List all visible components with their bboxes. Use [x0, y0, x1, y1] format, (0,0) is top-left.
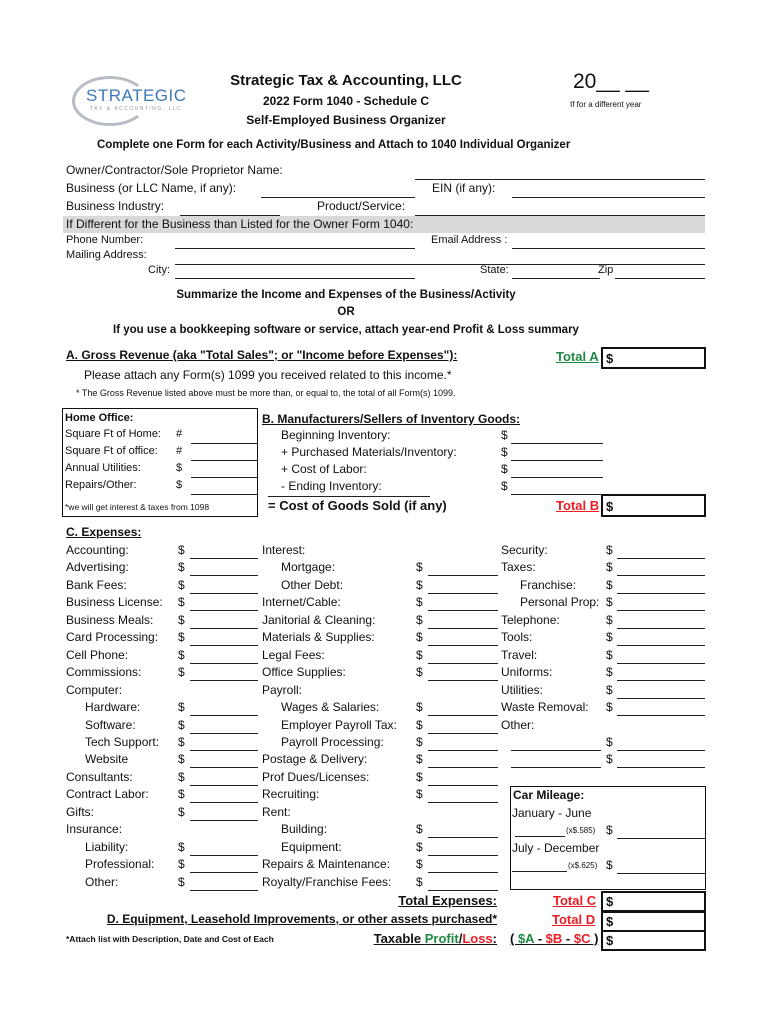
expense-label: Professional:	[85, 857, 155, 872]
expense-label: Building:	[281, 822, 328, 837]
dollar-sign: $	[416, 612, 423, 627]
expense-amount-field[interactable]	[190, 715, 258, 716]
formula-c: $C	[573, 931, 591, 946]
expense-amount-field[interactable]	[428, 802, 498, 803]
formula-a: $A	[517, 931, 535, 946]
dollar-sign: $	[416, 665, 423, 680]
expense-amount-field[interactable]	[190, 593, 258, 594]
mailing-label: Mailing Address:	[66, 249, 147, 261]
inventory-field[interactable]	[511, 477, 603, 478]
dollar-sign: $	[606, 351, 614, 366]
home-office-field[interactable]	[191, 460, 258, 461]
expense-label: Wages & Salaries:	[281, 700, 380, 715]
divider	[268, 496, 430, 497]
mileage-1-amount-field[interactable]	[617, 838, 705, 839]
year-field[interactable]: 20__ __	[573, 70, 649, 93]
miles-1-field[interactable]	[515, 836, 565, 837]
summary-or: OR	[337, 306, 355, 318]
expense-label: Consultants:	[66, 769, 133, 784]
dollar-sign: $	[416, 857, 423, 872]
cogs-label: = Cost of Goods Sold (if any)	[268, 498, 447, 513]
minus: -	[562, 931, 574, 946]
dollar-sign: $	[416, 769, 423, 784]
expense-label: Website	[85, 752, 129, 767]
expense-amount-field[interactable]	[617, 575, 705, 576]
dollar-sign: $	[178, 577, 185, 592]
rate-1: (x$.585)	[566, 826, 596, 835]
dollar-sign: $	[416, 647, 423, 662]
expense-amount-field[interactable]	[617, 750, 705, 751]
expense-amount-field[interactable]	[617, 593, 705, 594]
phone-label: Phone Number:	[66, 234, 144, 246]
inventory-field[interactable]	[511, 494, 603, 495]
expense-label: Royalty/Franchise Fees:	[262, 874, 392, 889]
expense-amount-field[interactable]	[428, 837, 498, 838]
expense-amount-field[interactable]	[190, 890, 258, 891]
section-a-title: A. Gross Revenue (aka "Total Sales"; or "Income before Expenses"):	[66, 348, 458, 362]
expense-label: Personal Prop:	[520, 595, 600, 610]
dollar-sign: $	[416, 577, 423, 592]
total-b-field[interactable]	[601, 494, 706, 517]
formula-b: $B	[545, 931, 563, 946]
profit-text: Profit	[424, 931, 459, 946]
home-office-field[interactable]	[191, 494, 258, 495]
expense-label: Taxes:	[501, 560, 536, 575]
home-office-row-label: Repairs/Other:	[65, 479, 137, 491]
dollar-sign: $	[606, 700, 613, 715]
dollar-sign: $	[416, 717, 423, 732]
expense-amount-field[interactable]	[428, 575, 498, 576]
car-mileage-title: Car Mileage:	[513, 788, 585, 802]
total-d-field[interactable]	[601, 911, 706, 932]
expense-label: Insurance:	[66, 822, 123, 837]
instruction: Complete one Form for each Activity/Business and Attach to 1040 Individual Organizer	[97, 139, 571, 151]
dollar-sign: $	[416, 734, 423, 749]
mailing-field[interactable]	[175, 264, 705, 265]
total-a-field[interactable]	[601, 347, 706, 369]
expense-label: Materials & Supplies:	[262, 630, 375, 645]
year-note: If for a different year	[570, 100, 642, 109]
dollar-sign: $	[178, 630, 185, 645]
paren: (	[510, 931, 518, 946]
expense-label: Employer Payroll Tax:	[281, 717, 397, 732]
expense-amount-field[interactable]	[190, 733, 258, 734]
dollar-sign: $	[606, 647, 613, 662]
dollar-sign: $	[606, 752, 613, 767]
expense-amount-field[interactable]	[190, 785, 258, 786]
expense-label: Uniforms:	[501, 665, 553, 680]
expense-amount-field[interactable]	[617, 663, 705, 664]
section-a-note: Please attach any Form(s) 1099 you received related to this income.*	[84, 368, 452, 382]
section-b-title: B. Manufacturers/Sellers of Inventory Goods:	[262, 412, 521, 426]
email-field[interactable]	[512, 248, 705, 249]
dollar-sign: $	[178, 543, 185, 557]
dollar-sign: $	[606, 499, 614, 514]
expense-amount-field[interactable]	[428, 785, 498, 786]
home-office-row-label: Annual Utilities:	[65, 462, 141, 474]
expense-amount-field[interactable]	[617, 558, 705, 559]
expense-label: Computer:	[66, 682, 123, 697]
expense-amount-field[interactable]	[617, 698, 705, 699]
expense-label: Business License:	[66, 595, 163, 610]
dollar-sign: $	[178, 717, 185, 732]
home-office-row-symbol: $	[176, 479, 183, 491]
form-title: 2022 Form 1040 - Schedule C	[262, 94, 430, 108]
dollar-sign: $	[178, 839, 185, 854]
expense-amount-field[interactable]	[428, 645, 498, 646]
home-office-note: *we will get interest & taxes from 1098	[65, 502, 210, 512]
expense-amount-field[interactable]	[190, 663, 258, 664]
expense-amount-field[interactable]	[428, 680, 498, 681]
email-label: Email Address :	[431, 234, 508, 246]
expense-label: Other:	[501, 717, 535, 732]
expense-label: Interest:	[262, 543, 306, 557]
ein-field[interactable]	[512, 197, 705, 198]
city-label: City:	[148, 264, 170, 276]
zip-field[interactable]	[615, 278, 705, 279]
dollar-sign: $	[416, 822, 423, 837]
form-subtitle: Self-Employed Business Organizer	[246, 113, 446, 127]
loss-text: Loss	[462, 931, 493, 946]
owner-name-field[interactable]	[415, 179, 705, 180]
total-b-label: Total B	[556, 498, 600, 513]
expense-amount-field[interactable]	[428, 663, 498, 664]
expense-label: Security:	[501, 543, 548, 557]
expense-label: Waste Removal:	[501, 700, 589, 715]
expense-label: Bank Fees:	[66, 577, 127, 592]
attach-note: *Attach list with Description, Date and Cost of Each	[66, 934, 274, 944]
dollar-sign: $	[606, 894, 614, 909]
expense-label: Other Debt:	[281, 577, 344, 592]
expense-label: Card Processing:	[66, 630, 159, 645]
section-a-footnote: * The Gross Revenue listed above must be more than, or equal to, the total of all Form(s) 1099.	[76, 388, 456, 398]
city-field[interactable]	[175, 278, 415, 279]
expense-amount-field[interactable]	[617, 645, 705, 646]
dollar-sign: $	[501, 462, 508, 476]
expense-amount-field[interactable]	[428, 855, 498, 856]
minus: -	[534, 931, 546, 946]
dollar-sign: $	[606, 612, 613, 627]
expense-amount-field[interactable]	[617, 610, 705, 611]
home-office-title: Home Office:	[65, 412, 134, 424]
expense-amount-field[interactable]	[617, 767, 705, 768]
expense-label: Commissions:	[66, 665, 142, 680]
expense-label: Cell Phone:	[66, 647, 129, 662]
expense-amount-field[interactable]	[428, 750, 498, 751]
expense-amount-field[interactable]	[190, 820, 258, 821]
expense-amount-field[interactable]	[428, 733, 498, 734]
expense-label: Mortgage:	[281, 560, 336, 575]
expense-amount-field[interactable]	[190, 610, 258, 611]
profit-formula	[510, 931, 598, 946]
expense-label: Hardware:	[85, 700, 141, 715]
miles-2-field[interactable]	[512, 871, 567, 872]
expense-label: Accounting:	[66, 543, 129, 557]
dollar-sign: $	[606, 933, 614, 948]
summary-line-1: Summarize the Income and Expenses of the Business/Activity	[176, 289, 516, 301]
dollar-sign: $	[178, 734, 185, 749]
company-logo: STRATEGIC TAX & ACCOUNTING, LLC	[72, 76, 196, 122]
expense-amount-field[interactable]	[428, 610, 498, 611]
expense-label: Gifts:	[66, 804, 95, 819]
expense-amount-field[interactable]	[428, 593, 498, 594]
expense-amount-field[interactable]	[428, 890, 498, 891]
home-office-field[interactable]	[191, 477, 258, 478]
rate-2: (x$.625)	[568, 861, 598, 870]
dollar-sign: $	[606, 823, 613, 837]
dollar-sign: $	[606, 577, 613, 592]
expense-label: Business Meals:	[66, 612, 154, 627]
home-office-row-symbol: #	[176, 445, 183, 457]
expense-amount-field[interactable]	[617, 715, 705, 716]
inventory-row-label: - Ending Inventory:	[281, 479, 382, 493]
mileage-2-amount-field[interactable]	[617, 873, 705, 874]
dollar-sign: $	[501, 445, 508, 459]
product-label: Product/Service:	[317, 199, 406, 213]
expense-label: Recruiting:	[262, 787, 320, 802]
expense-amount-field[interactable]	[617, 628, 705, 629]
taxable-profit-field[interactable]	[601, 930, 706, 951]
dollar-sign: $	[501, 428, 508, 442]
expense-amount-field[interactable]	[190, 872, 258, 873]
dollar-sign: $	[178, 769, 185, 784]
dollar-sign: $	[606, 560, 613, 575]
expense-amount-field[interactable]	[617, 680, 705, 681]
expense-label: Internet/Cable:	[262, 595, 341, 610]
expense-amount-field[interactable]	[190, 558, 258, 559]
expense-label: Equipment:	[281, 839, 342, 854]
dollar-sign: $	[416, 630, 423, 645]
dollar-sign: $	[501, 479, 508, 493]
expense-label: Postage & Delivery:	[262, 752, 368, 767]
colon: :	[492, 931, 497, 946]
inventory-row-label: + Cost of Labor:	[281, 462, 367, 476]
dollar-sign: $	[606, 734, 613, 749]
inventory-row-label: + Purchased Materials/Inventory:	[281, 445, 457, 459]
expense-label: Liability:	[85, 839, 129, 854]
business-name-label: Business (or LLC Name, if any):	[66, 181, 237, 195]
expense-label: Janitorial & Cleaning:	[262, 612, 376, 627]
expense-amount-field[interactable]	[428, 628, 498, 629]
expense-amount-field[interactable]	[190, 575, 258, 576]
expense-label: Travel:	[501, 647, 538, 662]
business-name-field[interactable]	[261, 197, 415, 198]
expense-label: Tech Support:	[85, 734, 160, 749]
section-d-title: D. Equipment, Leasehold Improvements, or other assets purchased*	[106, 912, 497, 926]
phone-field[interactable]	[175, 248, 415, 249]
taxable-profit-loss-label	[374, 931, 497, 946]
dollar-sign: $	[178, 647, 185, 662]
expense-label: Repairs & Maintenance:	[262, 857, 391, 872]
different-label: If Different for the Business than Listed for the Owner Form 1040:	[66, 217, 414, 231]
dollar-sign: $	[178, 857, 185, 872]
expense-label: Legal Fees:	[262, 647, 325, 662]
dollar-sign: $	[606, 682, 613, 697]
expense-amount-field[interactable]	[190, 628, 258, 629]
slash: /	[458, 931, 463, 946]
state-label: State:	[480, 264, 509, 276]
inventory-field[interactable]	[511, 460, 603, 461]
expense-label: Advertising:	[66, 560, 129, 575]
dollar-sign: $	[606, 665, 613, 680]
period-2-label: July - December	[512, 841, 600, 855]
dollar-sign: $	[606, 543, 613, 557]
home-office-row-label: Square Ft of Home:	[65, 428, 161, 440]
dollar-sign: $	[606, 630, 613, 645]
expense-label: Payroll:	[262, 682, 303, 697]
dollar-sign: $	[178, 804, 185, 819]
dollar-sign: $	[178, 560, 185, 575]
expense-amount-field[interactable]	[428, 767, 498, 768]
ein-label: EIN (if any):	[432, 181, 496, 195]
expense-amount-field[interactable]	[428, 715, 498, 716]
dollar-sign: $	[606, 595, 613, 610]
dollar-sign: $	[416, 700, 423, 715]
expense-label: Prof Dues/Licenses:	[262, 769, 370, 784]
inventory-row-label: Beginning Inventory:	[281, 428, 391, 442]
company-name: Strategic Tax & Accounting, LLC	[230, 72, 462, 89]
expense-label: Payroll Processing:	[281, 734, 384, 749]
paren: )	[590, 931, 599, 946]
dollar-sign: $	[178, 874, 185, 889]
dollar-sign: $	[416, 874, 423, 889]
other-expense-name-field[interactable]	[511, 767, 601, 768]
dollar-sign: $	[178, 595, 185, 610]
dollar-sign: $	[416, 752, 423, 767]
total-d-label: Total D	[552, 912, 596, 927]
dollar-sign: $	[606, 914, 614, 929]
expense-label: Other:	[85, 874, 119, 889]
industry-label: Business Industry:	[66, 199, 165, 213]
period-1-label: January - June	[512, 806, 592, 820]
dollar-sign: $	[416, 595, 423, 610]
dollar-sign: $	[178, 612, 185, 627]
home-office-row-symbol: $	[176, 462, 183, 474]
total-c-field[interactable]	[601, 891, 706, 912]
dollar-sign: $	[178, 700, 185, 715]
total-a-label: Total A	[556, 349, 599, 364]
owner-name-label: Owner/Contractor/Sole Proprietor Name:	[66, 163, 283, 177]
expense-amount-field[interactable]	[428, 872, 498, 873]
expense-amount-field[interactable]	[190, 680, 258, 681]
dollar-sign: $	[416, 787, 423, 802]
expense-label: Utilities:	[501, 682, 544, 697]
expense-label: Contract Labor:	[66, 787, 149, 802]
zip-label: Zip	[598, 264, 614, 276]
inventory-field[interactable]	[511, 443, 603, 444]
state-field[interactable]	[512, 278, 600, 279]
expense-amount-field[interactable]	[190, 802, 258, 803]
other-expense-name-field[interactable]	[511, 750, 601, 751]
taxable-text: Taxable	[373, 931, 425, 946]
expense-label: Rent:	[262, 804, 291, 819]
expense-amount-field[interactable]	[190, 750, 258, 751]
dollar-sign: $	[606, 858, 613, 872]
home-office-row-symbol: #	[176, 428, 183, 440]
total-c-label: Total C	[553, 893, 597, 908]
home-office-row-label: Square Ft of office:	[65, 445, 158, 457]
expense-amount-field[interactable]	[190, 645, 258, 646]
dollar-sign: $	[416, 560, 423, 575]
expense-label: Franchise:	[520, 577, 577, 592]
dollar-sign: $	[178, 752, 185, 767]
expense-amount-field[interactable]	[190, 855, 258, 856]
dollar-sign: $	[178, 665, 185, 680]
expense-label: Software:	[85, 717, 136, 732]
dollar-sign: $	[178, 787, 185, 802]
expense-label: Office Supplies:	[262, 665, 346, 680]
home-office-field[interactable]	[191, 443, 258, 444]
summary-line-3: If you use a bookkeeping software or service, attach year-end Profit & Loss summary	[113, 324, 579, 336]
expense-label: Tools:	[501, 630, 533, 645]
expense-label: Telephone:	[501, 612, 560, 627]
dollar-sign: $	[416, 839, 423, 854]
expense-amount-field[interactable]	[190, 767, 258, 768]
section-c-title: C. Expenses:	[66, 525, 142, 539]
total-expenses-label: Total Expenses:	[398, 893, 497, 908]
